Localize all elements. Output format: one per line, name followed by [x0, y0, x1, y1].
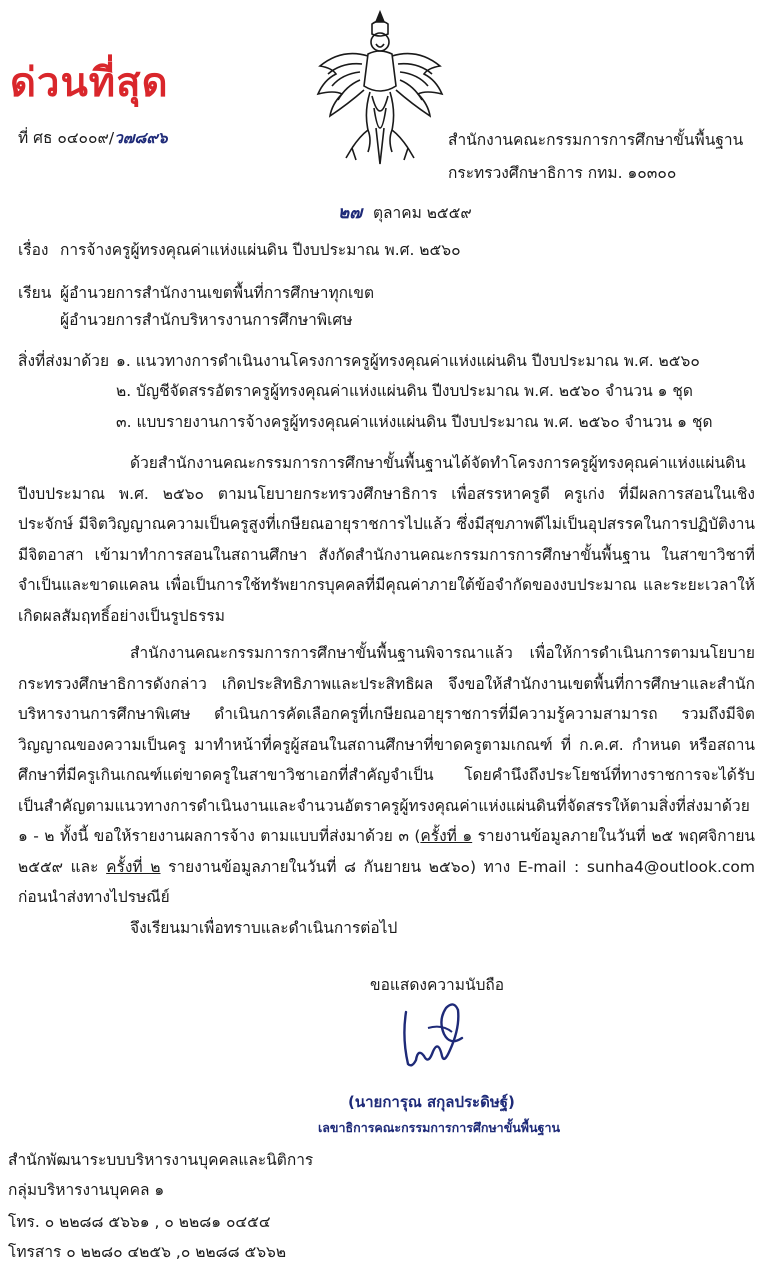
body-paragraph-2 — [18, 638, 755, 913]
urgency-stamp: ด่วนที่สุด — [10, 60, 169, 106]
subject-label: เรื่อง — [18, 241, 49, 259]
addressee-line: ผู้อำนวยการสำนักงานเขตพื้นที่การศึกษาทุกเขต — [60, 284, 375, 302]
reference-handwritten: ว๗๘๙๖ — [114, 128, 168, 147]
signatory-position: เลขาธิการคณะกรรมการการศึกษาขั้นพื้นฐาน — [318, 1120, 561, 1135]
footer-group: กลุ่มบริหารงานบุคคล ๑ — [8, 1181, 165, 1199]
paragraph-part: รายงานข้อมูลภายในวันที่ ๒๕ พฤศจิกายน ๒๕๕๙ และ — [18, 827, 755, 876]
paragraph-part: สำนักงานคณะกรรมการการศึกษาขั้นพื้นฐานพิจารณาแล้ว เพื่อให้การดำเนินการตามนโยบายกระทรวงศึกษาธิการดังกล่าว เกิดประสิทธิภาพและประสิทธิผล จึงขอให้สำนักงานเขตพื้นที่การศึกษาและสำนักบริหารงานการศึกษาพิเศษ ดำเนินการคัดเลือกครูที่เกษียณอายุราชการที่มีความรู้ความสามารถ รวมถึงมีจิตวิญญาณของความเป็นครู มาทำหน้าที่ครูผู้สอนในสถานศึกษาที่ขาดครูตามเกณฑ์ ที่ ก.ค.ศ. กำหนด หรือสถานศึกษาที่มีครูเกินเกณฑ์แต่ขาดครูในสาขาวิชาเอกที่สำคัญจำเป็น โดยคำนึงถึงประโยชน์ที่ทางราชการจะได้รับเป็นสำคัญตามแนวทางการดำเนินงานและจำนวนอัตราครูผู้ทรงคุณค่าแห่งแผ่นดินที่จัดสรรให้ตามสิ่งที่ส่งมาด้วย ๑ - ๒ ทั้งนี้ ขอให้รายงานผลการจ้าง ตามแบบที่ส่งมาด้วย ๓ ( — [18, 644, 755, 845]
paragraph-part: รายงานข้อมูลภายในวันที่ ๘ กันยายน ๒๕๖๐) ทาง E-mail : sunha4@outlook.com ก่อนนำส่งทางไปรษณีย์ — [18, 857, 755, 906]
subject-text: การจ้างครูผู้ทรงคุณค่าแห่งแผ่นดิน ปีงบประมาณ พ.ศ. ๒๕๖๐ — [60, 241, 461, 259]
addressee-label: เรียน — [18, 284, 52, 302]
garuda-emblem-icon — [312, 8, 448, 168]
regards-line: ขอแสดงความนับถือ — [370, 976, 505, 994]
reference-prefix: ที่ ศธ ๐๔๐๐๙/ — [18, 129, 115, 147]
document-date — [338, 203, 472, 223]
enclosure-item: ๒. บัญชีจัดสรรอัตราครูผู้ทรงคุณค่าแห่งแผ่นดิน ปีงบประมาณ พ.ศ. ๒๕๖๐ จำนวน ๑ ชุด — [116, 382, 693, 400]
reference-number — [18, 128, 168, 148]
report-round-2: ครั้งที่ ๒ — [106, 857, 161, 876]
footer-office: สำนักพัฒนาระบบบริหารงานบุคคลและนิติการ — [8, 1151, 314, 1169]
enclosures-label: สิ่งที่ส่งมาด้วย — [18, 352, 110, 370]
agency-name: สำนักงานคณะกรรมการการศึกษาขั้นพื้นฐาน — [448, 131, 744, 149]
date-month-year: ตุลาคม ๒๕๕๙ — [372, 204, 472, 222]
paragraph-text — [18, 638, 755, 913]
signatory-name: (นายการุณ สกุลประดิษฐ์) — [348, 1093, 515, 1111]
enclosure-item: ๑. แนวทางการดำเนินงานโครงการครูผู้ทรงคุณค่าแห่งแผ่นดิน ปีงบประมาณ พ.ศ. ๒๕๖๐ — [116, 352, 700, 370]
paragraph-text: ด้วยสำนักงานคณะกรรมการการศึกษาขั้นพื้นฐานได้จัดทำโครงการครูผู้ทรงคุณค่าแห่งแผ่นดิน ปีงบประมาณ พ.ศ. ๒๕๖๐ ตามนโยบายกระทรวงศึกษาธิการ เพื่อสรรหาครูดี ครูเก่ง ที่มีผลการสอนในเชิงประจักษ์ มีจิตวิญญาณความเป็นครูสูงที่เกษียณอายุราชการไปแล้ว ซึ่งมีสุขภาพดีไม่เป็นอุปสรรคในการปฏิบัติงาน มีจิตอาสา เข้ามาทำการสอนในสถานศึกษา สังกัดสำนักงานคณะกรรมการการศึกษาขั้นพื้นฐาน ในสาขาวิชาที่จำเป็นและขาดแคลน เพื่อเป็นการใช้ทรัพยากรบุคคลที่มีคุณค่าภายใต้ข้อจำกัดของงบประมาณ และระยะเวลาให้เกิดผลสัมฤทธิ์อย่างเป็นรูปธรรม — [18, 454, 755, 625]
body-paragraph-1 — [18, 448, 755, 631]
footer-fax: โทรสาร ๐ ๒๒๘๐ ๔๒๕๖ ,๐ ๒๒๘๘ ๕๖๖๒ — [8, 1243, 287, 1261]
agency-address: กระทรวงศึกษาธิการ กทม. ๑๐๓๐๐ — [448, 164, 677, 182]
report-round-1: ครั้งที่ ๑ — [420, 827, 473, 845]
addressee-line: ผู้อำนวยการสำนักบริหารงานการศึกษาพิเศษ — [60, 311, 353, 329]
handwritten-signature-icon — [398, 998, 468, 1074]
footer-telephone: โทร. ๐ ๒๒๘๘ ๕๖๖๑ , ๐ ๒๒๘๑ ๐๔๕๔ — [8, 1213, 271, 1231]
enclosure-item: ๓. แบบรายงานการจ้างครูผู้ทรงคุณค่าแห่งแผ่นดิน ปีงบประมาณ พ.ศ. ๒๕๖๐ จำนวน ๑ ชุด — [116, 413, 713, 431]
date-day: ๒๗ — [338, 203, 362, 223]
closing-line: จึงเรียนมาเพื่อทราบและดำเนินการต่อไป — [130, 919, 398, 937]
